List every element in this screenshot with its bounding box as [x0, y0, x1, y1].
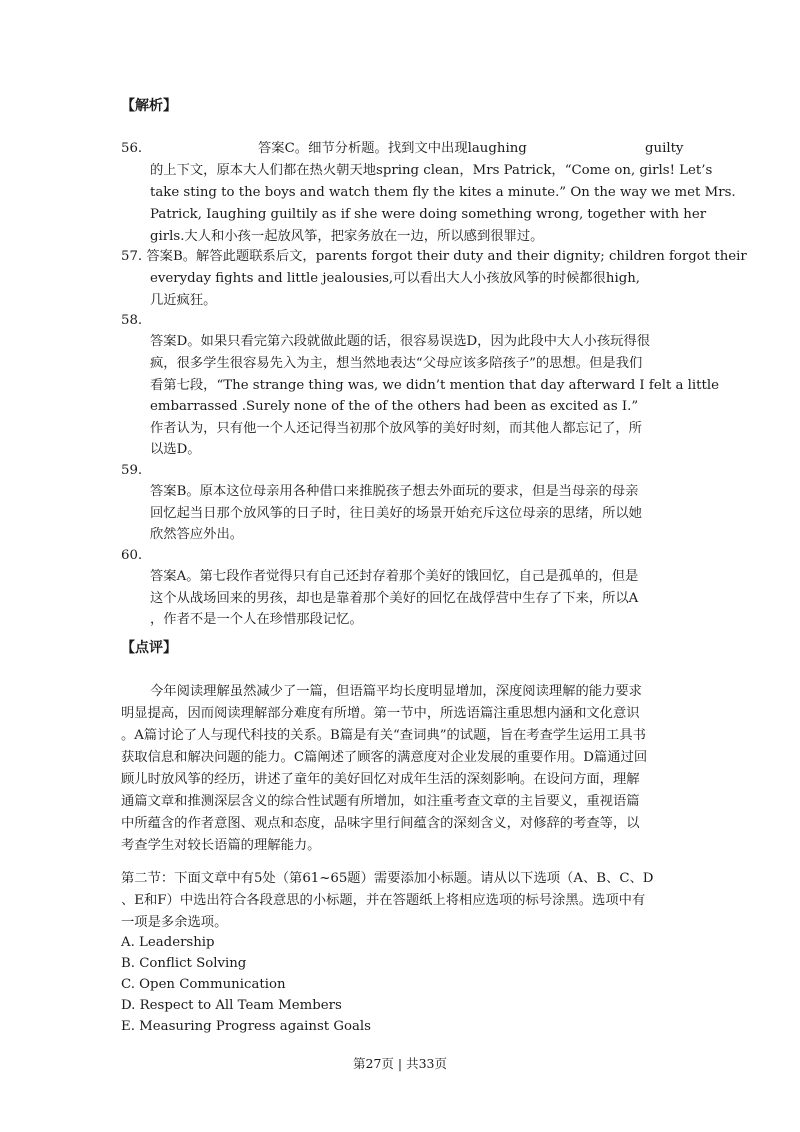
review-line-3: 。A篇讨论了人与现代科技的关系。B篇是有关“查词典”的试题，旨在考查学生运用工具书: [121, 728, 646, 743]
q56-line-1: 答案C。细节分析题。找到文中出现laughing: [258, 141, 527, 156]
section2-line-3: 一项是多余选项。: [121, 915, 228, 930]
q56-line-4: Patrick, Iaughing guiltily as if she were doing something wrong, together with her: [150, 207, 707, 222]
review-header: 【点评】: [121, 640, 177, 656]
q59-line-3: 欣然答应外出。: [150, 527, 244, 542]
q60-line-3: ，作者不是一个人在珍惜那段记忆。: [150, 612, 363, 627]
option-d: D. Respect to All Team Members: [121, 998, 342, 1013]
option-e: E. Measuring Progress against Goals: [121, 1019, 371, 1034]
section2-line-1: 第二节：下面文章中有5处（第61~65题）需要添加小标题。请从以下选项（A、B、C、D: [121, 871, 654, 886]
review-line-8: 考查学生对较长语篇的理解能力。: [121, 838, 321, 853]
option-c: C. Open Communication: [121, 977, 286, 992]
review-line-4: 获取信息和解决问题的能力。C篇阐述了顾客的满意度对企业发展的重要作用。D篇通过回: [121, 750, 648, 765]
q56-line-3: take sting to the boys and watch them fly the kites a minute.” On the way we met Mrs.: [150, 185, 736, 200]
q60-line-1: 答案A。第七段作者觉得只有自己还封存着那个美好的饿回忆，自己是孤单的，但是: [150, 569, 639, 584]
q58-line-6: 以选D。: [150, 442, 201, 457]
q60-line-2: 这个从战场回来的男孩，却也是靠着那个美好的回忆在战俘营中生存了下来，所以A: [150, 591, 639, 606]
q56-line-5: girls.大人和小孩一起放风筝，把家务放在一边，所以感到很罪过。: [150, 229, 544, 244]
q56-number: 56.: [121, 141, 143, 156]
review-line-2: 明显提高，因而阅读理解部分难度有所增。第一节中，所选语篇注重思想内涵和文化意识: [121, 706, 640, 721]
option-a: A. Leadership: [121, 935, 215, 950]
review-line-1: 今年阅读理解虽然减少了一篇，但语篇平均长度明显增加，深度阅读理解的能力要求: [150, 684, 642, 699]
q59-line-1: 答案B。原本这位母亲用各种借口来推脱孩子想去外面玩的要求，但是当母亲的母亲: [150, 484, 639, 499]
q58-line-1: 答案D。如果只看完第六段就做此题的话，很容易误选D，因为此段中大人小孩玩得很: [150, 334, 651, 349]
q57-line-2: everyday fights and little jealousies,可以看出大人小孩放风筝的时候都很high,: [150, 271, 641, 286]
q58-line-4: embarrassed .Surely none of the of the others had been as excited as I.”: [150, 399, 639, 414]
review-line-7: 中所蕴含的作者意图、观点和态度，品味字里行间蕴含的深刻含义，对修辞的考查等，以: [121, 816, 640, 831]
q57-line-1: 57. 答案B。解答此题联系后文，parents forgot their duty and their dignity; children forgot their: [121, 249, 747, 264]
q59-number: 59.: [121, 463, 143, 478]
q56-line-2: 的上下文，原本大人们都在热火朝天地spring clean，Mrs Patrick，“Come on, girls! Let’s: [150, 163, 713, 178]
q58-line-5: 作者认为，只有他一个人还记得当初那个放风筝的美好时刻，而其他人都忘记了，所: [150, 421, 642, 436]
q58-number: 58.: [121, 313, 143, 328]
section2-line-2: 、E和F）中选出符合各段意思的小标题，并在答题纸上将相应选项的标号涂黑。选项中有: [121, 893, 646, 908]
analysis-header: 【解析】: [121, 98, 177, 114]
q59-line-2: 回忆起当日那个放风筝的日子时，往日美好的场景开始充斥这位母亲的思绪，所以她: [150, 506, 642, 521]
page-footer: 第27页 | 共33页: [353, 1056, 447, 1071]
q58-line-2: 疯，很多学生很容易先入为主，想当然地表达“父母应该多陪孩子”的思想。但是我们: [150, 356, 643, 371]
q56-line-1-end: guilty: [645, 141, 684, 156]
q60-number: 60.: [121, 548, 143, 563]
q57-line-3: 几近疯狂。: [150, 293, 217, 308]
option-b: B. Conflict Solving: [121, 956, 247, 971]
review-line-6: 通篇文章和推测深层含义的综合性试题有所增加，如注重考查文章的主旨要义，重视语篇: [121, 794, 640, 809]
review-line-5: 顾儿时放风筝的经历，讲述了童年的美好回忆对成年生活的深刻影响。在设问方面，理解: [121, 772, 640, 787]
q58-line-3: 看第七段，“The strange thing was, we didn’t mention that day afterward I felt a little: [150, 378, 719, 393]
